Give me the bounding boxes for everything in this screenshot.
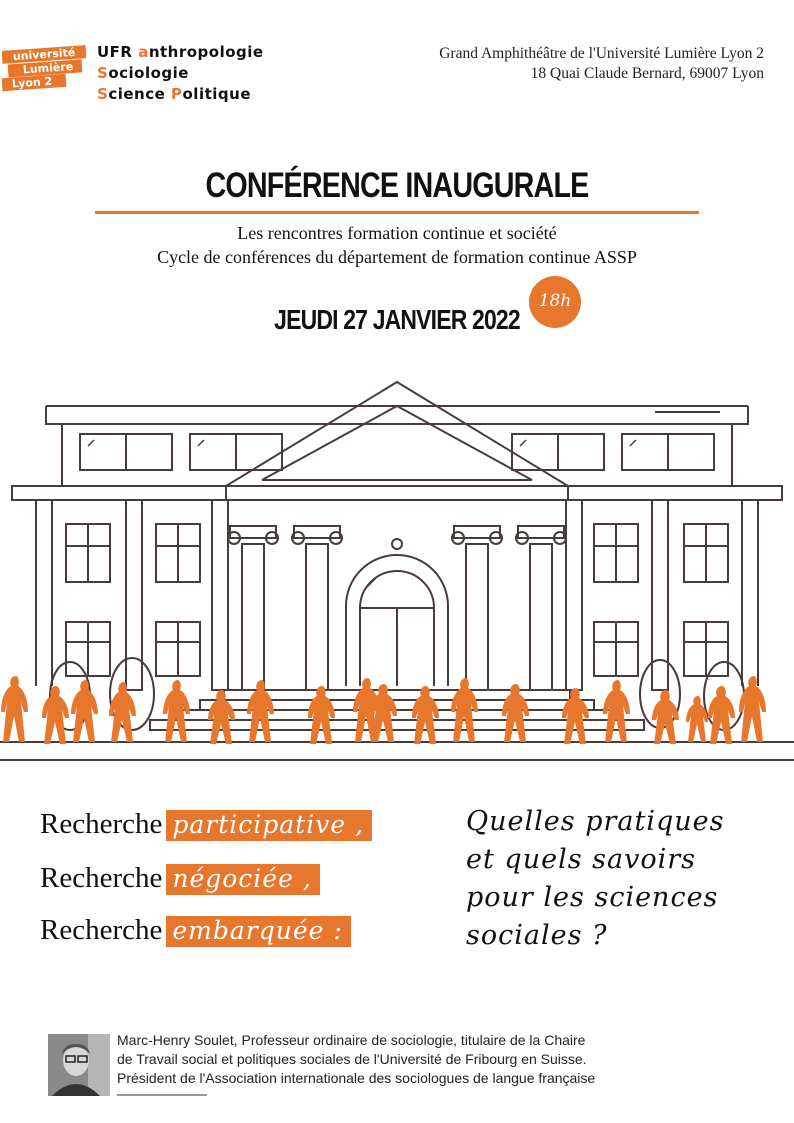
logo-line-1: université [12,45,76,64]
time-badge: 18h [529,276,581,328]
address-line-2: 18 Quai Claude Bernard, 69007 Lyon [530,65,764,82]
topic-3-tag: embarquée : [166,916,350,947]
title-underline [95,211,699,214]
topic-3: Recherche embarquée : [40,914,351,947]
subtitle-line-2: Cycle de conférences du département de formation continue ASSP [157,247,637,267]
subtitle-line-1: Les rencontres formation continue et société [237,223,557,243]
ufr-line-1: UFR anthropologie [97,43,264,61]
speaker-bio: Marc-Henry Soulet, Professeur ordinaire de sociologie, titulaire de la Chaire de Travail social et politiques sociales de l'Université de Fribourg en Suisse. Président de l'Association internationale des sociologues de langue française [117,1032,596,1086]
logo-line-3: Lyon 2 [11,74,53,91]
event-date: JEUDI 27 JANVIER 2022 [274,304,520,335]
universite-lumiere-lyon2-logo [2,44,86,92]
address-line-1: Grand Amphithéâtre de l'Université Lumière Lyon 2 [439,45,764,62]
venue-address [439,44,764,84]
ufr-line-2: Sociologie [97,64,189,82]
topic-2: Recherche négociée , [40,862,320,895]
ufr-name [97,42,264,105]
ufr-line-3: Science Politique [97,85,251,103]
topic-1: Recherche participative , [40,808,372,841]
building-illustration [0,376,794,768]
topic-2-tag: négociée , [166,864,319,895]
bio-underline [117,1094,207,1096]
question-text: Quelles pratiques et quels savoirs pour les sciences sociales ? [466,806,725,951]
logo-line-2: Lumière [22,59,74,77]
topic-1-tag: participative , [166,810,372,841]
page-title: CONFÉRENCE INAUGURALE [205,166,589,205]
event-subtitle [0,221,794,269]
speaker-photo [48,1034,110,1096]
